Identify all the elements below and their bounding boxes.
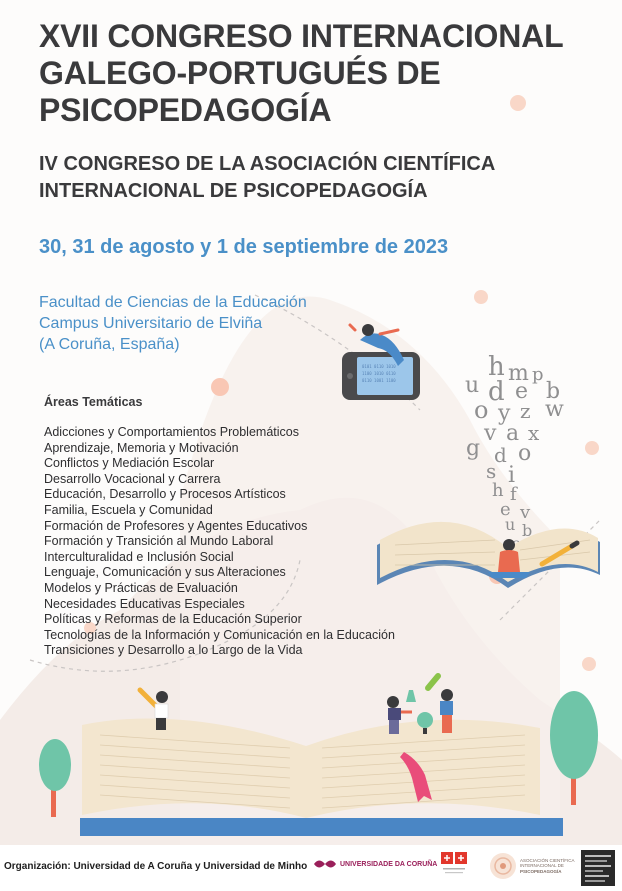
subtitle-line: IV CONGRESO DE LA ASOCIACIÓN CIENTÍFICA [39,153,496,175]
list-item: Modelos y Prácticas de Evaluación [44,580,238,595]
organization-text: Organización: Universidad de A Coruña y Universidad de Minho [4,861,308,872]
list-item: Tecnologías de la Información y Comunicación en la Educación [44,627,395,642]
list-item: Aprendizaje, Memoria y Motivación [44,440,239,455]
svg-text:h: h [492,480,504,501]
svg-text:u: u [465,373,480,398]
list-item: Familia, Escuela y Comunidad [44,502,213,517]
svg-text:y: y [498,401,511,426]
svg-text:h: h [488,352,505,382]
list-item: Formación y Transición al Mundo Laboral [44,534,274,549]
svg-text:d: d [488,377,505,407]
venue-line: Campus Universitario de Elviña [39,315,263,332]
uminho-logo [439,850,469,881]
conference-date: 30, 31 de agosto y 1 de septiembre de 2023 [39,236,449,258]
svg-text:p: p [532,364,544,385]
conference-title [39,18,563,129]
list-item: Políticas y Reformas de la Educación Superior [44,612,302,627]
areas-heading: Áreas Temáticas [44,395,143,409]
svg-text:v: v [520,502,531,523]
svg-text:b: b [546,379,561,404]
svg-text:a: a [506,421,520,446]
list-item: Desarrollo Vocacional y Carrera [44,471,221,486]
decor-dot [474,290,488,304]
svg-text:u: u [505,515,516,534]
aci-logo-text [520,858,575,875]
svg-text:0110 1001 1100: 0110 1001 1100 [362,378,396,383]
title-line: PSICOPEDAGOGÍA [39,92,332,128]
svg-text:w: w [545,397,564,422]
thematic-areas-list [44,425,395,659]
svg-text:e: e [515,379,529,404]
list-item: Conflictos y Mediación Escolar [44,456,215,471]
udc-logo [313,857,437,871]
footer [0,845,622,891]
svg-text:b: b [522,521,533,540]
svg-text:0101 0110 1010: 0101 0110 1010 [362,364,396,369]
subtitle-line: INTERNACIONAL DE PSICOPEDAGOGÍA [39,180,428,202]
aci-logo-line: PSICOPEDAGOGÍA [520,868,562,874]
list-item: Adicciones y Comportamientos Problemáticos [44,425,299,439]
aci-emblem-icon [489,852,517,880]
svg-text:o: o [518,441,532,466]
svg-text:s: s [486,459,497,483]
svg-text:i: i [508,463,516,488]
list-item: Necesidades Educativas Especiales [44,596,245,611]
decor-dot [585,441,599,455]
title-line: GALEGO-PORTUGUÉS DE [39,55,441,91]
aci-logo-line: ASOCIACIÓN CIENTÍFICA [520,857,575,863]
uminho-emblem-icon [439,850,469,876]
revista-emblem-icon [581,850,615,886]
aci-logo [489,852,575,880]
title-line: XVII CONGRESO INTERNACIONAL [39,18,564,54]
svg-text:g: g [466,436,481,461]
svg-text:m: m [508,361,529,386]
svg-text:e: e [500,499,511,520]
list-item: Formación de Profesores y Agentes Educativos [44,518,308,533]
svg-text:z: z [520,399,531,423]
conference-subtitle [39,151,495,205]
svg-text:v: v [484,421,497,446]
decor-dot [211,378,229,396]
aci-logo-line: INTERNACIONAL DE [520,863,564,869]
decor-dot [582,657,596,671]
list-item: Lenguaje, Comunicación y sus Alteraciones [44,565,286,580]
venue [39,292,307,355]
udc-logo-text: UNIVERSIDADE DA CORUÑA [340,860,438,868]
svg-text:d: d [494,443,507,467]
svg-text:f: f [510,484,517,505]
revista-logo [581,850,615,886]
svg-text:1100 1010 0110: 1100 1010 0110 [362,371,396,376]
list-item: Transiciones y Desarrollo a lo Largo de la Vida [44,643,303,658]
svg-text:x: x [528,421,540,445]
list-item: Interculturalidad e Inclusión Social [44,549,234,564]
svg-text:o: o [474,396,489,424]
list-item: Educación, Desarrollo y Procesos Artísticos [44,487,286,502]
venue-line: (A Coruña, España) [39,336,180,353]
udc-emblem-icon [313,857,337,871]
venue-line: Facultad de Ciencias de la Educación [39,294,307,311]
